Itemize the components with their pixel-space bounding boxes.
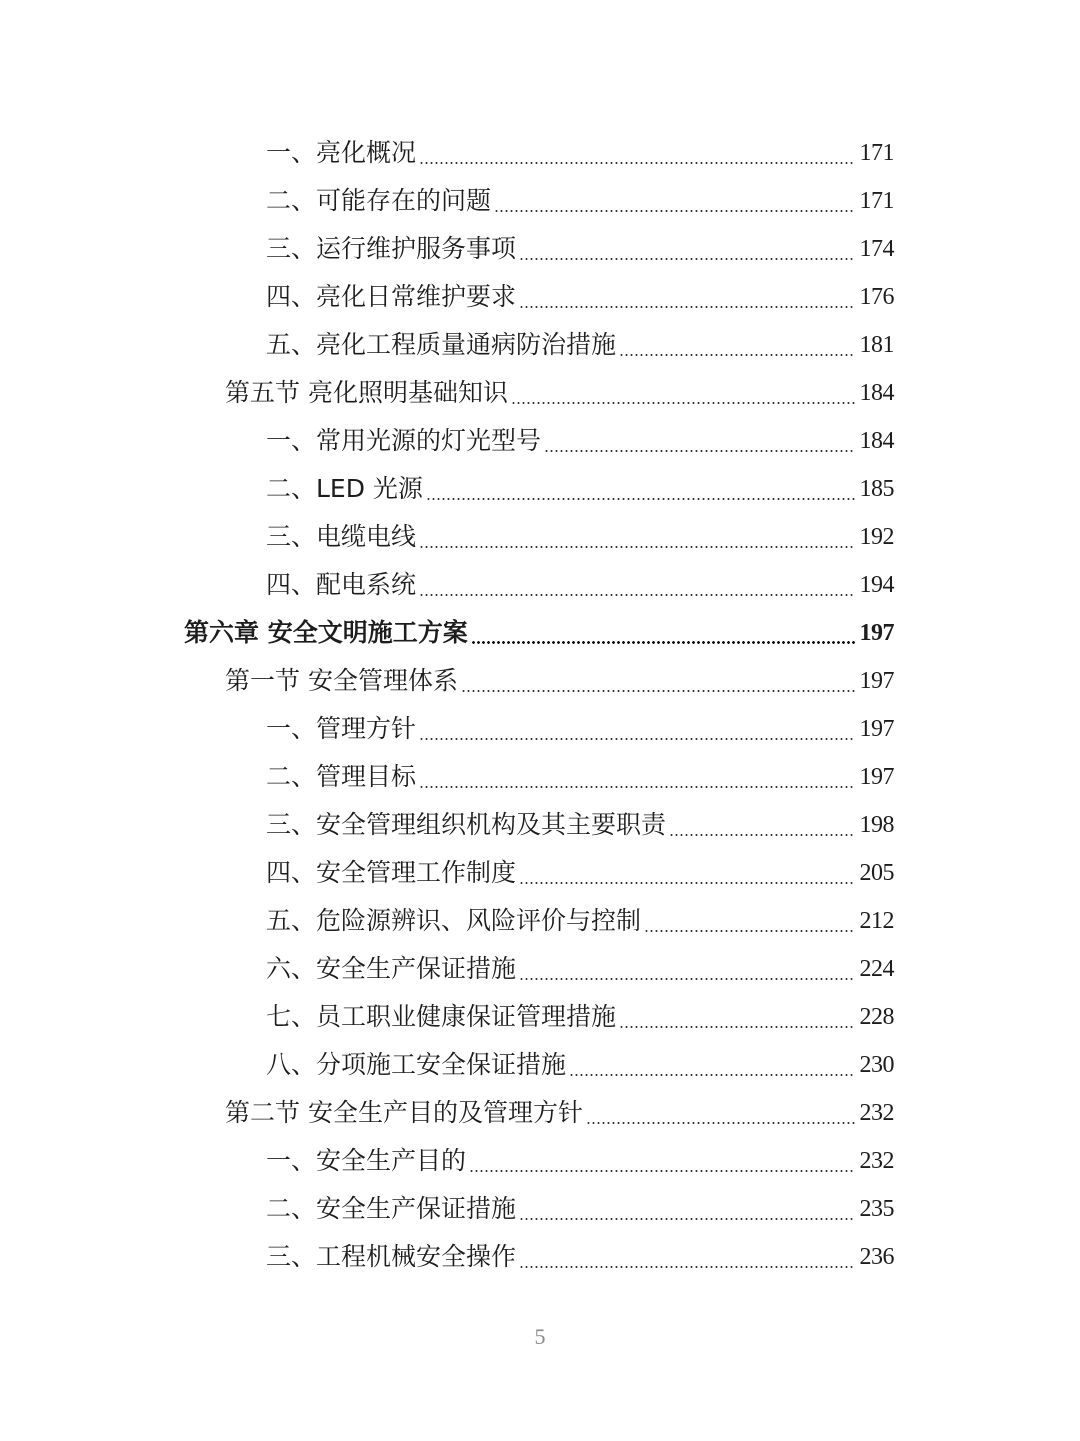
toc-entry-item[interactable] — [0, 993, 1080, 1041]
toc-entry-page: 236 — [859, 1244, 894, 1270]
toc-entry-title: 第一节 安全管理体系 — [225, 666, 458, 695]
toc-entry-title: 一、常用光源的灯光型号 — [266, 426, 542, 455]
toc-entry-title: 二、LED 光源 — [266, 474, 423, 503]
toc-entry-page: 185 — [859, 476, 894, 502]
toc-entry-page: 176 — [859, 284, 894, 310]
dot-leader — [544, 450, 855, 452]
toc-entry-item[interactable] — [0, 465, 1080, 513]
toc-entry-item[interactable] — [0, 801, 1080, 849]
toc-entry-item[interactable] — [0, 129, 1080, 177]
dot-leader — [519, 882, 855, 884]
toc-entry-page: 235 — [859, 1196, 894, 1222]
toc-entry-page: 194 — [859, 572, 894, 598]
toc-entry-page: 232 — [859, 1100, 894, 1126]
toc-entry-item[interactable] — [0, 945, 1080, 993]
toc-entry-title: 四、亮化日常维护要求 — [266, 282, 517, 311]
toc-entry-page: 174 — [859, 236, 894, 262]
toc-entry-page: 212 — [859, 908, 894, 934]
toc-entry-page: 198 — [859, 812, 894, 838]
toc-entry-item[interactable] — [0, 1233, 1080, 1281]
dot-leader — [569, 1074, 855, 1076]
dot-leader — [519, 1266, 855, 1268]
dot-leader — [461, 690, 855, 692]
toc-entry-item[interactable] — [0, 849, 1080, 897]
toc-entry-page: 192 — [859, 524, 894, 550]
toc-entry-page: 171 — [859, 140, 894, 166]
toc-entry-item[interactable] — [0, 705, 1080, 753]
toc-entry-title: 第六章 安全文明施工方案 — [184, 618, 468, 647]
toc-entry-page: 184 — [859, 380, 894, 406]
toc-entry-title: 三、运行维护服务事项 — [266, 234, 517, 263]
toc-entry-page: 228 — [859, 1004, 894, 1030]
dot-leader — [619, 354, 855, 356]
dot-leader — [519, 978, 855, 980]
toc-entry-item[interactable] — [0, 1041, 1080, 1089]
toc-entry-page: 181 — [859, 332, 894, 358]
dot-leader — [494, 210, 855, 212]
toc-entry-title: 第五节 亮化照明基础知识 — [225, 378, 508, 407]
toc-entry-item[interactable] — [0, 1185, 1080, 1233]
table-of-contents — [0, 129, 1080, 1281]
toc-entry-title: 一、安全生产目的 — [266, 1146, 467, 1175]
dot-leader — [669, 834, 855, 836]
toc-entry-item[interactable] — [0, 897, 1080, 945]
page-number: 5 — [534, 1324, 546, 1349]
toc-entry-title: 三、安全管理组织机构及其主要职责 — [266, 810, 667, 839]
dot-leader — [586, 1122, 855, 1124]
toc-entry-item[interactable] — [0, 1137, 1080, 1185]
toc-entry-page: 224 — [859, 956, 894, 982]
toc-entry-item[interactable] — [0, 561, 1080, 609]
dot-leader — [519, 258, 855, 260]
toc-entry-item[interactable] — [0, 753, 1080, 801]
toc-entry-item[interactable] — [0, 273, 1080, 321]
dot-leader — [644, 930, 855, 932]
toc-entry-page: 230 — [859, 1052, 894, 1078]
toc-entry-item[interactable] — [0, 225, 1080, 273]
toc-entry-title: 五、危险源辨识、风险评价与控制 — [266, 906, 642, 935]
dot-leader — [419, 738, 855, 740]
toc-entry-page: 197 — [859, 620, 894, 646]
toc-entry-page: 184 — [859, 428, 894, 454]
toc-entry-title: 七、员工职业健康保证管理措施 — [266, 1002, 617, 1031]
dot-leader — [426, 498, 855, 500]
toc-entry-title: 八、分项施工安全保证措施 — [266, 1050, 567, 1079]
toc-entry-page: 232 — [859, 1148, 894, 1174]
dot-leader — [519, 1218, 855, 1220]
dot-leader — [419, 594, 855, 596]
toc-entry-item[interactable] — [0, 177, 1080, 225]
toc-entry-page: 197 — [859, 668, 894, 694]
toc-entry-title: 三、工程机械安全操作 — [266, 1242, 517, 1271]
toc-entry-title: 五、亮化工程质量通病防治措施 — [266, 330, 617, 359]
toc-entry-title: 一、管理方针 — [266, 714, 417, 743]
toc-entry-title: 一、亮化概况 — [266, 138, 417, 167]
toc-entry-chapter[interactable] — [0, 609, 1080, 657]
toc-entry-page: 205 — [859, 860, 894, 886]
dot-leader — [419, 546, 855, 548]
toc-entry-title: 三、电缆电线 — [266, 522, 417, 551]
toc-entry-page: 197 — [859, 764, 894, 790]
dot-leader — [619, 1026, 855, 1028]
dot-leader — [519, 306, 855, 308]
toc-entry-title: 四、安全管理工作制度 — [266, 858, 517, 887]
dot-leader — [419, 162, 855, 164]
toc-entry-item[interactable] — [0, 513, 1080, 561]
dot-leader — [471, 641, 855, 644]
dot-leader — [511, 402, 855, 404]
toc-entry-section[interactable] — [0, 369, 1080, 417]
toc-entry-page: 197 — [859, 716, 894, 742]
toc-entry-title: 二、可能存在的问题 — [266, 186, 492, 215]
toc-entry-title: 四、配电系统 — [266, 570, 417, 599]
toc-entry-section[interactable] — [0, 1089, 1080, 1137]
toc-entry-title: 二、管理目标 — [266, 762, 417, 791]
toc-entry-title: 六、安全生产保证措施 — [266, 954, 517, 983]
dot-leader — [469, 1170, 855, 1172]
toc-entry-title: 第二节 安全生产目的及管理方针 — [225, 1098, 583, 1127]
toc-entry-item[interactable] — [0, 417, 1080, 465]
toc-entry-page: 171 — [859, 188, 894, 214]
toc-entry-section[interactable] — [0, 657, 1080, 705]
toc-entry-item[interactable] — [0, 321, 1080, 369]
dot-leader — [419, 786, 855, 788]
toc-entry-title: 二、安全生产保证措施 — [266, 1194, 517, 1223]
